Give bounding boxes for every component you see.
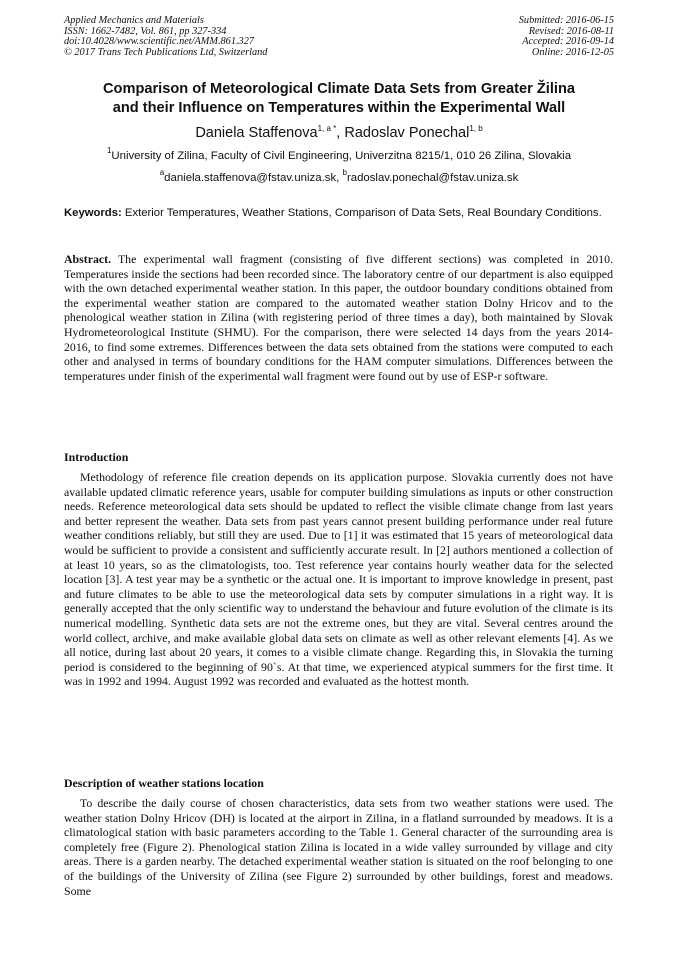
email-link[interactable]: daniela.staffenova@fstav.uniza.sk — [164, 172, 337, 184]
title-line-2: and their Influence on Temperatures within the Experimental Wall — [112, 100, 566, 116]
journal-header-right — [519, 16, 614, 58]
keywords-label: Keywords: — [64, 207, 122, 219]
revised-date: Revised: 2016-08-11 — [528, 25, 614, 37]
title-line-1: Comparison of Meteorological Climate Data Sets from Greater Žilina — [103, 81, 575, 97]
section-heading-introduction: Introduction — [64, 450, 129, 464]
journal-name: Applied Mechanics and Materials — [64, 15, 204, 26]
accepted-date: Accepted: 2016-09-14 — [522, 36, 614, 47]
email-marker: a — [159, 168, 165, 177]
doi-line: doi:10.4028/www.scientific.net/AMM.861.327 — [64, 36, 254, 47]
abstract-label: Abstract. — [64, 252, 112, 266]
online-date: Online: 2016-12-05 — [531, 46, 614, 58]
email-link[interactable]: radoslav.ponechal@fstav.uniza.sk — [346, 172, 519, 184]
section-heading-description: Description of weather stations location — [64, 776, 264, 790]
affiliation-marker: 1 — [106, 146, 112, 155]
author-name: Radoslav Ponechal — [344, 125, 470, 141]
paper-title — [40, 80, 638, 118]
abstract-text: The experimental wall fragment (consisting of five different sections) was completed in 2010. Temperatures inside the sections had been recorded since. The laboratory centre of our department is also equipped with the own detached experimental weather station. In this paper, the outdoor boundary conditions obtained from the experimental weather station are compared to the automated weather station Dolny Hricov and to the phenological weather station in Zilina (with registering period of three times a day), both maintained by Slovak Hydrometeorological Institute (SHMU). For the comparison, there were selected 14 days from the years 2014-2016, to find some extremes. Differences between the data sets obtained from the stations were computed to each other and analysed in terms of boundary conditions for the HAM computer simulations. Differences between the temperatures under finish of the experimental wall fragment were found out by use of ESP-r software. — [64, 252, 613, 383]
issn-line: ISSN: 1662-7482, Vol. 861, pp 327-334 — [64, 25, 227, 37]
affiliation — [40, 146, 638, 164]
submitted-date: Submitted: 2016-06-15 — [518, 15, 614, 26]
author-emails — [40, 168, 638, 186]
author-list — [40, 124, 638, 142]
introduction-paragraph: Methodology of reference file creation depends on its application purpose. Slovakia currently does not have available updated climatic reference years, usable for computer building simulations as inputs or other construction needs. Reference meteorological data sets should be updated to reflect the visible climate change from last years and better represent the weather. Data sets from past years cannot present building performance under real future weather conditions reliably, but still they are used. Due to [1] it was estimated that 15 years of meteorological data would be sufficient to provide a consistent and sufficiently accurate result. In [2] authors mentioned a collection of at least 10 years, so as the climatologists, too. Test reference year contains hourly weather data for the selected location [3]. A test year may be a synthetic or the actual one. It is important to improve knowledge in present, past and future climates to be able to use the meteorological data sets by computer simulations in a right way. It is generally accepted that the only scientific way to understand the behaviour and future evolution of the climate is its numerical modelling. Synthetic data sets are not the extreme ones, but they are vital. Several centres around the world collect, archive, and make available global data sets on climate as well as other relevant elements [4]. As we all notice, during last about 20 years, it comes to a visible climate change. Regarding this, in Slovakia the turning period is considered to the beginning of 90`s. At that time, we experienced atypical summers for the first time. It was in 1992 and 1994. August 1992 was recorded and evaluated as the hottest month. — [64, 470, 613, 689]
email-marker: b — [342, 168, 347, 177]
keywords-text: Exterior Temperatures, Weather Stations, Comparison of Data Sets, Real Boundary Conditions. — [124, 207, 602, 219]
author-affiliation-marker: 1, b — [469, 124, 483, 133]
author-affiliation-marker: 1, a * — [317, 124, 337, 133]
keywords — [64, 206, 613, 221]
email-separator: , — [336, 172, 343, 184]
author-name: Daniela Staffenova — [195, 125, 318, 141]
abstract — [64, 252, 613, 383]
affiliation-text: University of Zilina, Faculty of Civil Engineering, Univerzitna 8215/1, 010 26 Zilina, Slovakia — [111, 150, 572, 162]
description-paragraph: To describe the daily course of chosen characteristics, data sets from two weather stations were used. The weather station Dolny Hricov (DH) is located at the airport in Zilina, in a flatland surrounded by meadows. It is a climatological station with basic parameters according to the Table 1. General character of the surrounding area is completely free (Figure 2). Phenological station Zilina is located in a wide valley surrounded by village and city areas. There is a garden nearby. The detached experimental weather station is situated on the roof belonging to one of the buildings of the University of Zilina (see Figure 2) surrounded by other buildings, forest and meadows. Some — [64, 796, 613, 898]
journal-header-left — [64, 16, 267, 58]
copyright-line: © 2017 Trans Tech Publications Ltd, Switzerland — [64, 46, 268, 58]
author-separator: , — [336, 125, 345, 141]
